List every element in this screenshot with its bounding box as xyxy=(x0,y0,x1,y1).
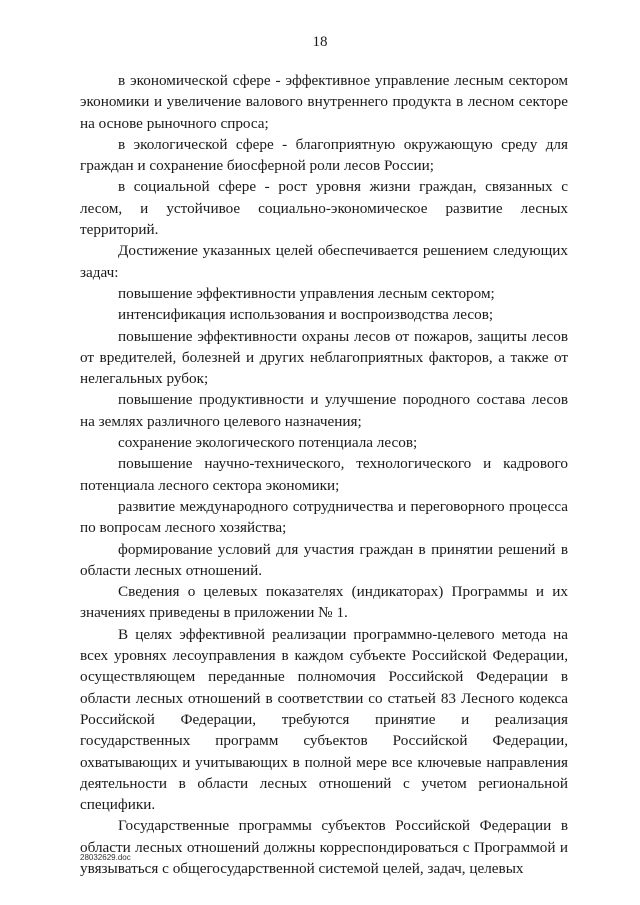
document-body xyxy=(80,70,568,879)
paragraph: в экономической сфере - эффективное управление лесным сектором экономики и увеличение валового внутреннего продукта в лесном секторе на основе рыночного спроса; xyxy=(80,72,568,132)
paragraph: интенсификация использования и воспроизводства лесов; xyxy=(118,306,494,324)
paragraph: повышение эффективности управления лесным сектором; xyxy=(118,284,495,302)
paragraph: развитие международного сотрудничества и переговорного процесса по вопросам лесного хозяйства; xyxy=(80,497,568,537)
paragraph: повышение научно-технического, технологического и кадрового потенциала лесного сектора экономики; xyxy=(80,455,568,494)
paragraph: Достижение указанных целей обеспечивается решением следующих задач: xyxy=(80,242,568,281)
page-number: 18 xyxy=(312,34,328,50)
paragraph: В целях эффективной реализации программно-целевого метода на всех уровнях лесоуправления в каждом субъекте Российской Федерации, осуществляющем переданные полномочия Российской Федерации в области лесных отношений в соответствии со статьей 83 Лесного кодекса Российской Федерации, требуются принятие и реализация государственных программ субъектов Российской Федерации, охватывающих и учитывающих в полной мере все ключевые направления деятельности в области лесных отношений с учетом региональной специфики. xyxy=(80,625,568,814)
paragraph: в социальной сфере - рост уровня жизни граждан, связанных с лесом, и устойчивое социально-экономическое развитие лесных территорий. xyxy=(80,178,568,239)
paragraph: сохранение экологического потенциала лесов; xyxy=(118,434,418,452)
paragraph: повышение эффективности охраны лесов от пожаров, защиты лесов от вредителей, болезней и других неблагоприятных факторов, а также от нелегальных рубок; xyxy=(80,327,568,388)
paragraph: Государственные программы субъектов Российской Федерации в области лесных отношений должны корреспондироваться с Программой и увязываться с общегосударственной системой целей, задач, целевых xyxy=(80,817,568,877)
paragraph: формирование условий для участия граждан в принятии решений в области лесных отношений. xyxy=(80,540,568,579)
paragraph: в экологической сфере - благоприятную окружающую среду для граждан и сохранение биосферной роли лесов России; xyxy=(80,135,568,175)
footer-file-code: 28032629.doc xyxy=(80,853,131,862)
paragraph: повышение продуктивности и улучшение породного состава лесов на землях различного целевого назначения; xyxy=(80,391,568,430)
paragraph: Сведения о целевых показателях (индикаторах) Программы и их значениях приведены в приложении № 1. xyxy=(80,583,568,622)
